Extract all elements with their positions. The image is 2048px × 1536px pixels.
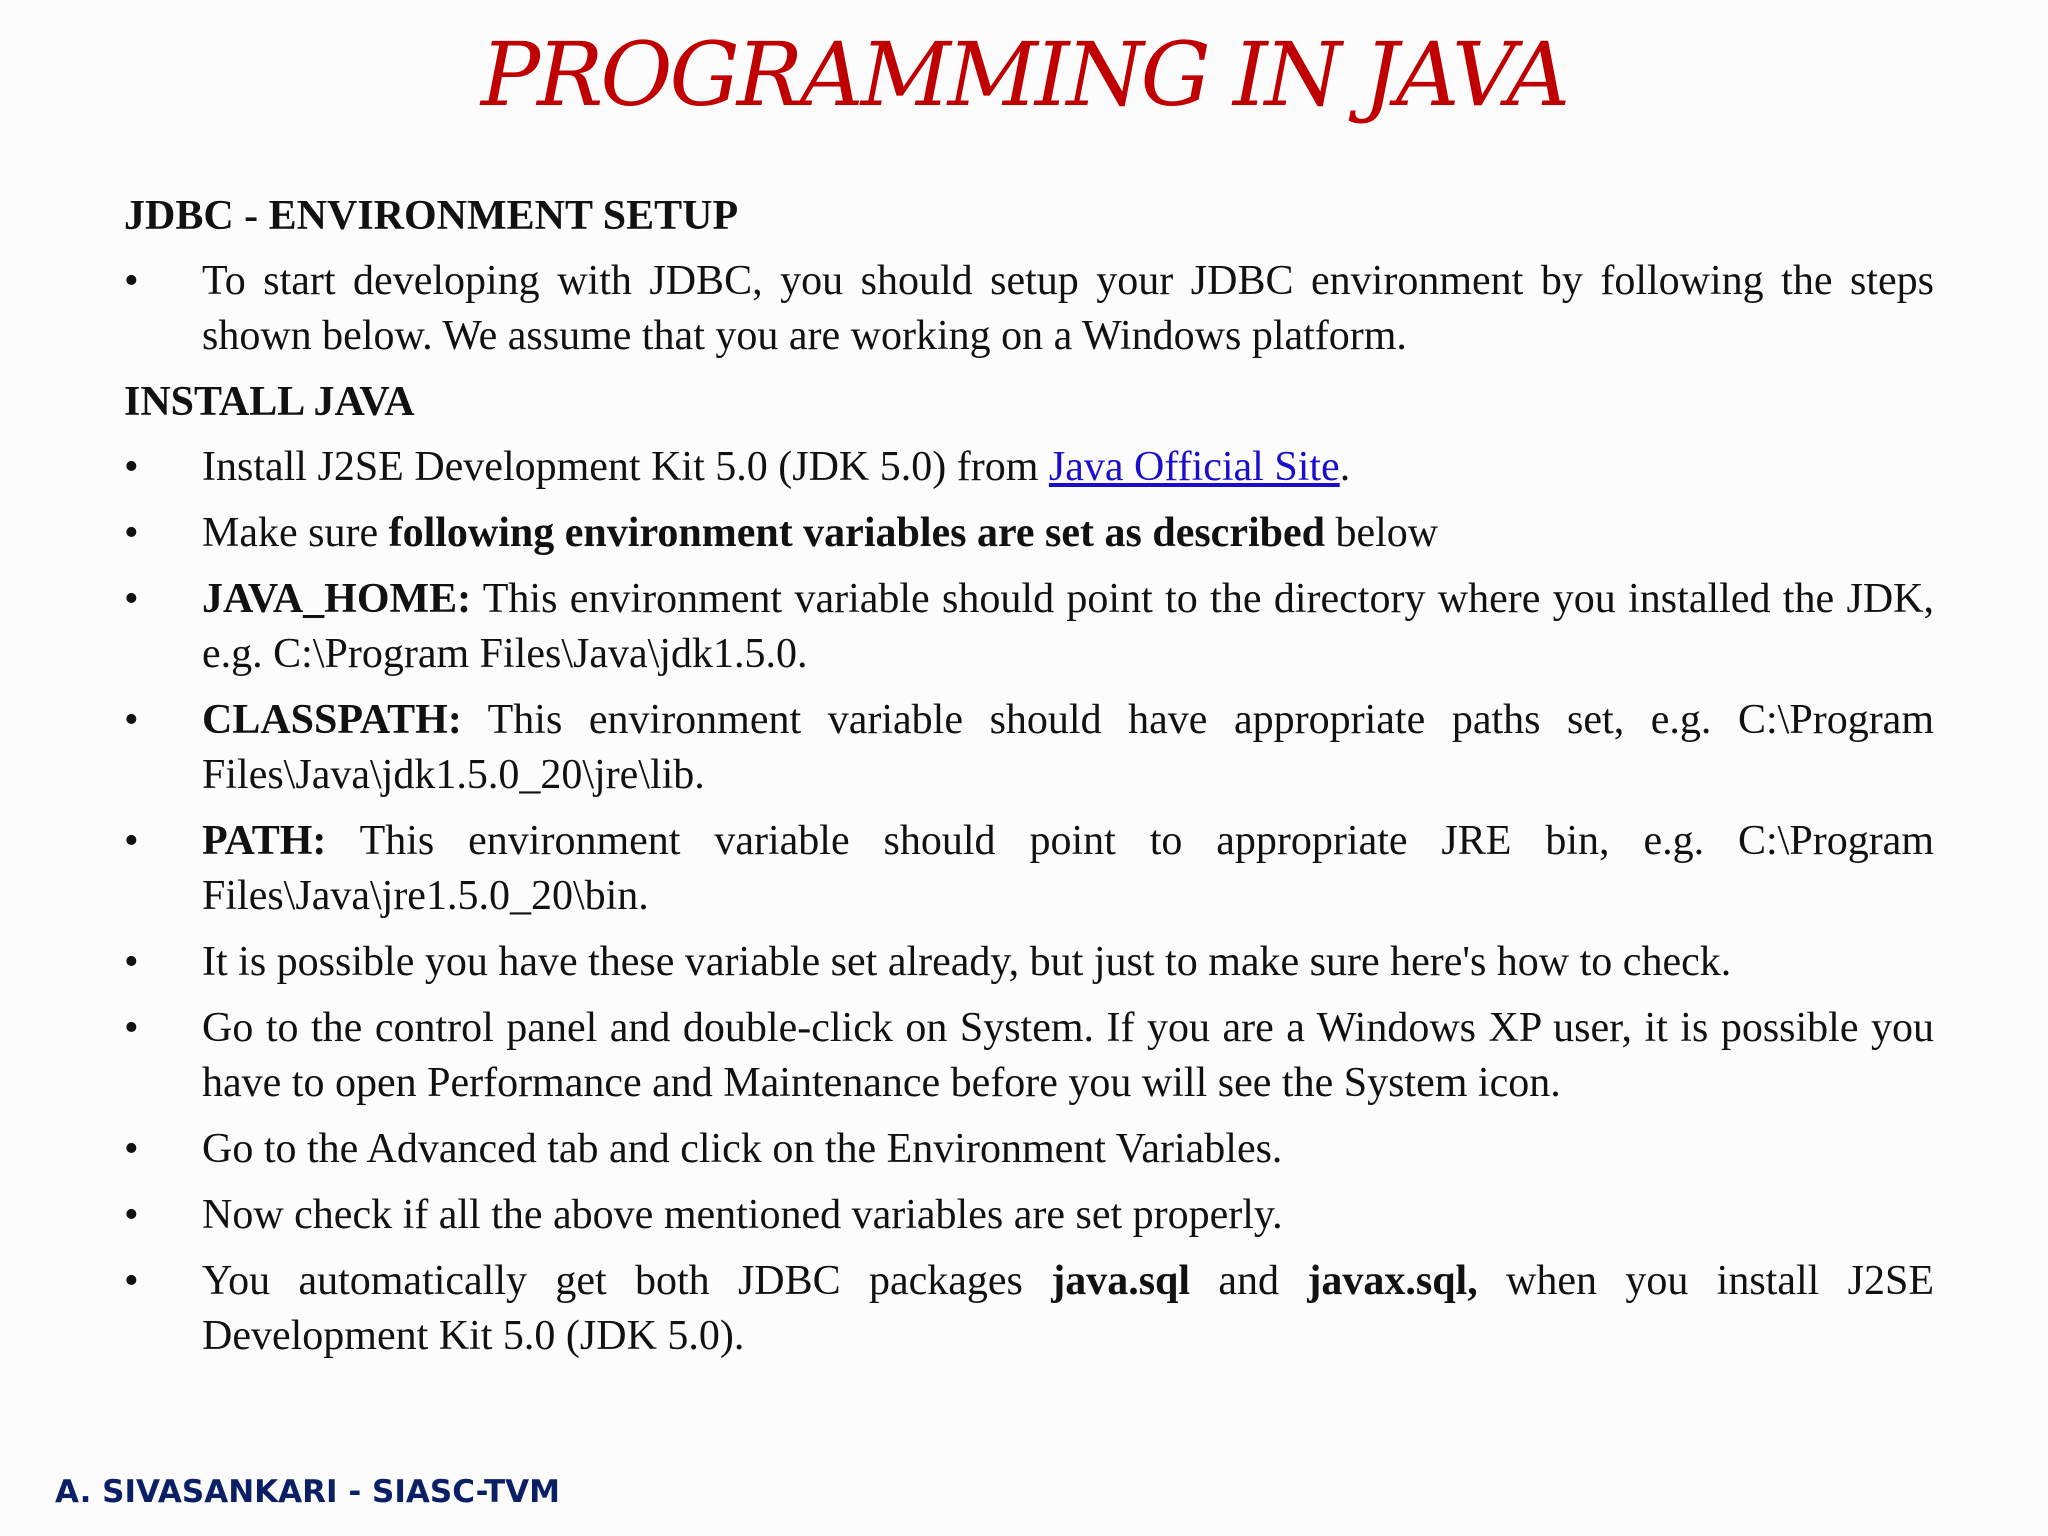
- item-text: Install J2SE Development Kit 5.0 (JDK 5.0) from: [202, 444, 1049, 490]
- section-heading-install: INSTALL JAVA: [124, 379, 415, 425]
- item-text: This environment variable should point to the directory where you installed the JDK, e.g. C:\Program Files\Java\jdk1.5.0.: [202, 576, 1934, 677]
- list-item: [124, 1001, 1934, 1111]
- item-text: This environment variable should point to appropriate JRE bin, e.g. C:\Program Files\Java\jre1.5.0_20\bin.: [202, 818, 1934, 919]
- item-bold-text: following environment variables are set as described: [388, 510, 1325, 556]
- list-item-path: [124, 814, 1934, 924]
- bullet-icon: •: [124, 1192, 139, 1238]
- list-item: [124, 440, 1934, 495]
- java-official-site-link[interactable]: Java Official Site: [1048, 444, 1340, 490]
- list-item: [124, 254, 1934, 364]
- list-item-java-home: [124, 572, 1934, 682]
- item-label: CLASSPATH:: [202, 697, 462, 743]
- item-text: .: [1339, 444, 1351, 490]
- item-text: below: [1325, 510, 1439, 556]
- item-text: Now check if all the above mentioned variables are set properly.: [202, 1192, 1283, 1238]
- item-bold-text: java.sql: [1051, 1258, 1191, 1304]
- list-item: [124, 1122, 1934, 1177]
- item-text: and: [1190, 1258, 1308, 1304]
- list-item: [124, 1254, 1934, 1364]
- item-text: To start developing with JDBC, you should setup your JDBC environment by following the steps shown below. We assume that you are working on a Windows platform.: [202, 258, 1934, 359]
- bullet-icon: •: [124, 1005, 139, 1051]
- bullet-icon: •: [124, 939, 139, 985]
- item-label: PATH:: [202, 818, 327, 864]
- item-text: when you install J2SE Development Kit 5.0 (JDK 5.0).: [202, 1258, 1934, 1359]
- list-item: [124, 506, 1934, 561]
- item-text: This environment variable should have appropriate paths set, e.g. C:\Program Files\Java\jdk1.5.0_20\jre\lib.: [202, 697, 1934, 798]
- bullet-icon: •: [124, 510, 139, 556]
- list-item-classpath: [124, 693, 1934, 803]
- item-bold-text: javax.sql,: [1307, 1258, 1478, 1304]
- item-text: It is possible you have these variable set already, but just to make sure here's how to check.: [202, 939, 1732, 985]
- footer-author: A. SIVASANKARI - SIASC-TVM: [55, 1474, 560, 1510]
- bullet-icon: •: [124, 1126, 139, 1172]
- item-text: You automatically get both JDBC packages: [202, 1258, 1052, 1304]
- bullet-icon: •: [124, 444, 139, 490]
- item-text: Go to the control panel and double-click on System. If you are a Windows XP user, it is possible you have to open Performance and Maintenance before you will see the System icon.: [202, 1005, 1934, 1106]
- slide-content: [124, 185, 1934, 1375]
- bullet-icon: •: [124, 258, 139, 304]
- item-label: JAVA_HOME:: [202, 576, 472, 622]
- list-item: [124, 1188, 1934, 1243]
- list-item: [124, 935, 1934, 990]
- bullet-icon: •: [124, 697, 139, 743]
- bullet-icon: •: [124, 1258, 139, 1304]
- item-text: Go to the Advanced tab and click on the Environment Variables.: [202, 1126, 1283, 1172]
- bullet-icon: •: [124, 818, 139, 864]
- section-heading-setup: JDBC - ENVIRONMENT SETUP: [124, 193, 739, 239]
- bullet-icon: •: [124, 576, 139, 622]
- item-text: Make sure: [202, 510, 389, 556]
- page-title: PROGRAMMING IN JAVA: [480, 23, 1568, 126]
